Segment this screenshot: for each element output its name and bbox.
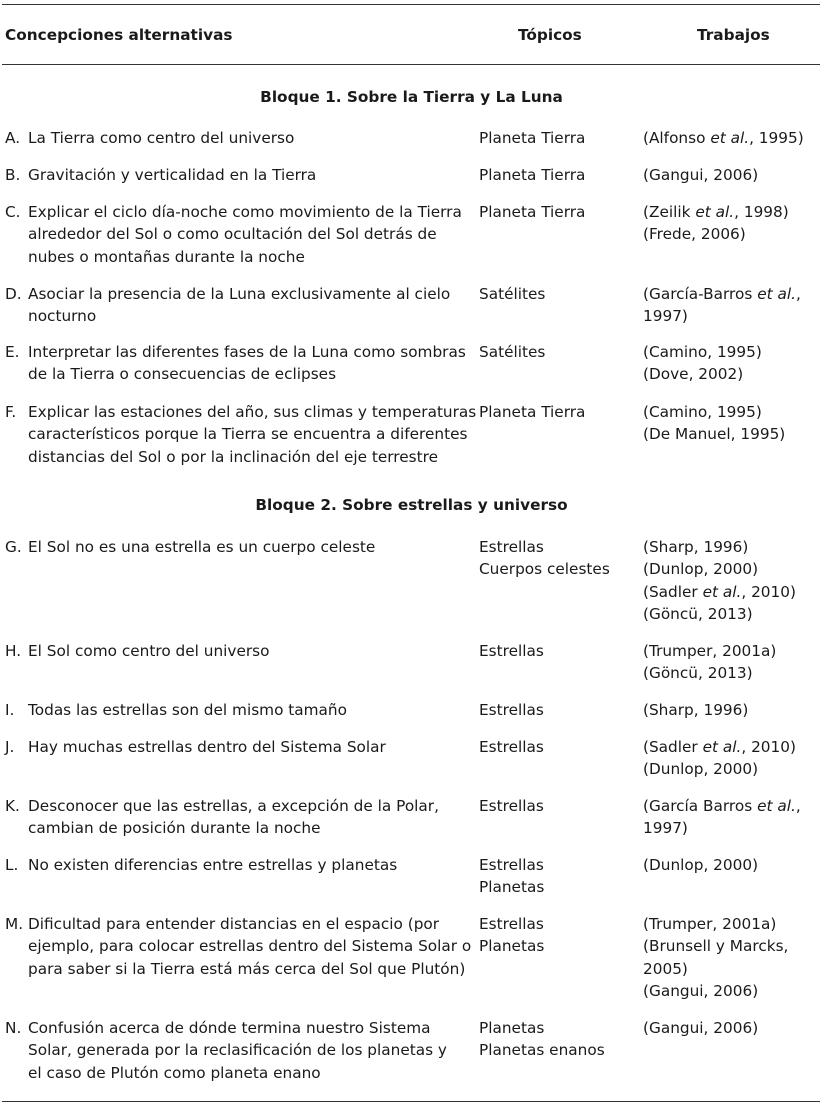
topicos-cell xyxy=(479,736,639,758)
reference-line xyxy=(643,758,818,780)
row-letter: G. xyxy=(5,538,22,556)
concepcion-text: Solar, generada por la reclasificación de los planetas y xyxy=(28,1041,447,1060)
row-letter: L. xyxy=(5,856,19,874)
reference-part: (Sadler xyxy=(643,582,703,601)
reference-part: (Zeilik xyxy=(643,203,696,221)
block-2-heading: Bloque 2. Sobre estrellas y universo xyxy=(255,496,568,514)
concepcion-cell xyxy=(5,201,460,268)
row-letter: A. xyxy=(5,129,21,147)
reference-line xyxy=(643,699,818,721)
reference-part: et al. xyxy=(702,582,742,601)
topicos-cell xyxy=(479,795,639,817)
concepcion-cell xyxy=(5,1017,460,1084)
row-letter: C. xyxy=(5,203,21,221)
reference-line xyxy=(643,795,818,817)
trabajos-cell xyxy=(643,164,818,186)
reference-line xyxy=(643,305,818,327)
reference-line xyxy=(643,980,818,1002)
topic-text: Estrellas xyxy=(479,915,544,933)
concepcion-cell xyxy=(5,536,460,558)
concepcion-text: ejemplo, para colocar estrellas dentro del Sistema Solar o xyxy=(28,937,472,956)
trabajos-cell xyxy=(643,854,818,876)
concepcion-cell xyxy=(5,401,477,468)
topic-text: Planeta Tierra xyxy=(479,166,586,184)
concepcion-text: Confusión acerca de dónde termina nuestro Sistema xyxy=(28,1019,431,1037)
reference-part: (García Barros xyxy=(643,797,758,815)
topic-text: Satélites xyxy=(479,343,546,361)
reference-line xyxy=(643,127,818,149)
topicos-cell xyxy=(479,913,639,958)
trabajos-cell xyxy=(643,913,818,1003)
row-letter: J. xyxy=(5,738,15,756)
concepcion-text: cambian de posición durante la noche xyxy=(28,819,321,838)
reference-line xyxy=(643,913,818,935)
topicos-cell xyxy=(479,640,639,662)
topic-text: Planeta Tierra xyxy=(479,403,586,421)
row-letter: I. xyxy=(5,701,15,719)
topic-text: Planeta Tierra xyxy=(479,129,586,147)
reference-part: (Gangui, 2006) xyxy=(643,166,759,184)
concepcion-text: de la Tierra o consecuencias de eclipses xyxy=(28,365,337,384)
concepcion-text: El Sol no es una estrella es un cuerpo celeste xyxy=(28,538,376,556)
topicos-cell xyxy=(479,536,639,581)
concepcion-cell xyxy=(5,640,460,662)
concepcion-cell xyxy=(5,736,460,758)
topic-text: Estrellas xyxy=(479,538,544,556)
reference-line xyxy=(643,958,818,980)
topicos-cell xyxy=(479,127,639,149)
reference-line xyxy=(643,640,818,662)
reference-part: (De Manuel, 1995) xyxy=(643,425,786,444)
reference-part: (Alfonso xyxy=(643,129,711,147)
topic-text: Planetas xyxy=(479,937,545,956)
reference-part: , xyxy=(795,285,801,303)
concepcion-text: Explicar el ciclo día-noche como movimiento de la Tierra xyxy=(28,203,462,221)
reference-part: (Camino, 1995) xyxy=(643,403,762,421)
row-letter: M. xyxy=(5,915,24,933)
trabajos-cell xyxy=(643,283,818,328)
concepcion-cell xyxy=(5,699,460,721)
row-letter: H. xyxy=(5,642,22,660)
top-rule xyxy=(2,4,820,5)
reference-line xyxy=(643,662,818,684)
concepcion-cell xyxy=(5,164,460,186)
concepcion-text: Todas las estrellas son del mismo tamaño xyxy=(28,701,347,719)
concepcion-text: Hay muchas estrellas dentro del Sistema Solar xyxy=(28,738,386,756)
concepcion-text: No existen diferencias entre estrellas y planetas xyxy=(28,856,398,874)
reference-part: (Gangui, 2006) xyxy=(643,1019,759,1037)
concepcion-text: El Sol como centro del universo xyxy=(28,642,270,660)
reference-part: et al. xyxy=(757,285,796,303)
concepcion-text: Interpretar las diferentes fases de la Luna como sombras xyxy=(28,343,466,361)
reference-line xyxy=(643,935,818,957)
reference-part: 1997) xyxy=(643,307,688,326)
trabajos-cell xyxy=(643,795,818,840)
reference-part: (Sharp, 1996) xyxy=(643,701,749,719)
trabajos-cell xyxy=(643,736,818,781)
reference-line xyxy=(643,341,818,363)
reference-line xyxy=(643,1017,818,1039)
reference-line xyxy=(643,603,818,625)
row-letter: B. xyxy=(5,166,21,184)
reference-line xyxy=(643,817,818,839)
trabajos-cell xyxy=(643,341,818,386)
reference-part: (Brunsell y Marcks, xyxy=(643,937,789,956)
reference-part: 1997) xyxy=(643,819,688,838)
topic-text: Estrellas xyxy=(479,797,544,815)
header-concepciones: Concepciones alternativas xyxy=(5,26,233,44)
reference-part: 2005) xyxy=(643,959,688,978)
topicos-cell xyxy=(479,201,639,223)
concepcion-text: distancias del Sol o por la inclinación del eje terrestre xyxy=(28,447,438,466)
topic-text: Planetas xyxy=(479,878,545,897)
topic-text: Planeta Tierra xyxy=(479,203,586,221)
reference-part: (Göncü, 2013) xyxy=(643,664,753,683)
reference-part: et al. xyxy=(757,797,796,815)
topicos-cell xyxy=(479,699,639,721)
reference-part: (Camino, 1995) xyxy=(643,343,762,361)
concepcion-text: el caso de Plutón como planeta enano xyxy=(28,1063,321,1082)
topicos-cell xyxy=(479,401,639,423)
concepcion-text: Asociar la presencia de la Luna exclusivamente al cielo xyxy=(28,285,451,303)
topic-text: Cuerpos celestes xyxy=(479,560,610,579)
reference-part: , xyxy=(795,797,801,815)
reference-line xyxy=(643,164,818,186)
row-letter: N. xyxy=(5,1019,22,1037)
concepcion-cell xyxy=(5,283,460,328)
reference-part: (García-Barros xyxy=(643,285,758,303)
topic-text: Planetas xyxy=(479,1019,545,1037)
block-1-heading: Bloque 1. Sobre la Tierra y La Luna xyxy=(260,88,563,106)
concepcion-text: alrededor del Sol o como ocultación del Sol detrás de xyxy=(28,225,437,244)
concepcion-cell xyxy=(5,795,460,840)
topicos-cell xyxy=(479,854,639,899)
reference-line xyxy=(643,223,818,245)
row-letter: K. xyxy=(5,797,20,815)
concepcion-text: Explicar las estaciones del año, sus climas y temperaturas xyxy=(28,403,477,421)
concepcion-cell xyxy=(5,913,472,980)
concepcion-text: característicos porque la Tierra se encuentra a diferentes xyxy=(28,425,468,444)
reference-part: (Dove, 2002) xyxy=(643,365,744,384)
reference-line xyxy=(643,581,818,603)
trabajos-cell xyxy=(643,640,818,685)
reference-part: , 2010) xyxy=(741,738,796,756)
row-letter: F. xyxy=(5,403,17,421)
reference-line xyxy=(643,854,818,876)
reference-part: (Dunlop, 2000) xyxy=(643,760,759,779)
trabajos-cell xyxy=(643,536,818,626)
reference-part: (Dunlop, 2000) xyxy=(643,560,759,579)
topic-text: Satélites xyxy=(479,285,546,303)
reference-part: , 1998) xyxy=(734,203,789,221)
concepcion-cell xyxy=(5,127,460,149)
topic-text: Planetas enanos xyxy=(479,1041,605,1060)
topicos-cell xyxy=(479,341,639,363)
concepcion-text: Gravitación y verticalidad en la Tierra xyxy=(28,166,317,184)
topic-text: Estrellas xyxy=(479,738,544,756)
reference-part: , 1995) xyxy=(749,129,804,147)
reference-part: (Frede, 2006) xyxy=(643,225,746,244)
reference-line xyxy=(643,283,818,305)
reference-part: (Sharp, 1996) xyxy=(643,538,749,556)
concepcion-text: Dificultad para entender distancias en el espacio (por xyxy=(28,915,440,933)
reference-part: et al. xyxy=(702,738,742,756)
topicos-cell xyxy=(479,164,639,186)
concepcion-text: para saber si la Tierra está más cerca del Sol que Plutón) xyxy=(28,959,466,978)
topic-text: Estrellas xyxy=(479,856,544,874)
topic-text: Estrellas xyxy=(479,701,544,719)
reference-line xyxy=(643,736,818,758)
concepcion-cell xyxy=(5,854,460,876)
trabajos-cell xyxy=(643,201,818,246)
reference-line xyxy=(643,401,818,423)
reference-line xyxy=(643,423,818,445)
trabajos-cell xyxy=(643,1017,818,1039)
reference-part: et al. xyxy=(710,129,750,147)
trabajos-cell xyxy=(643,699,818,721)
row-letter: E. xyxy=(5,343,20,361)
reference-part: et al. xyxy=(695,203,735,221)
reference-part: (Trumper, 2001a) xyxy=(643,915,777,933)
trabajos-cell xyxy=(643,127,818,149)
trabajos-cell xyxy=(643,401,818,446)
topicos-cell xyxy=(479,1017,639,1062)
reference-line xyxy=(643,201,818,223)
topic-text: Estrellas xyxy=(479,642,544,660)
concepcion-text: La Tierra como centro del universo xyxy=(28,129,295,147)
bottom-rule xyxy=(2,1101,820,1102)
reference-part: (Dunlop, 2000) xyxy=(643,856,759,874)
concepcion-cell xyxy=(5,341,466,386)
header-trabajos: Trabajos xyxy=(697,26,770,44)
reference-part: , 2010) xyxy=(741,582,796,601)
row-letter: D. xyxy=(5,285,22,303)
reference-part: (Trumper, 2001a) xyxy=(643,642,777,660)
concepcion-text: Desconocer que las estrellas, a excepción de la Polar, xyxy=(28,797,439,815)
reference-part: (Göncü, 2013) xyxy=(643,605,753,624)
topicos-cell xyxy=(479,283,639,305)
reference-part: (Sadler xyxy=(643,738,703,756)
reference-line xyxy=(643,558,818,580)
reference-part: (Gangui, 2006) xyxy=(643,982,759,1001)
reference-line xyxy=(643,536,818,558)
reference-line xyxy=(643,363,818,385)
header-rule xyxy=(2,64,820,65)
concepcion-text: nocturno xyxy=(28,307,97,326)
concepcion-text: nubes o montañas durante la noche xyxy=(28,247,305,266)
header-topicos: Tópicos xyxy=(518,26,582,44)
